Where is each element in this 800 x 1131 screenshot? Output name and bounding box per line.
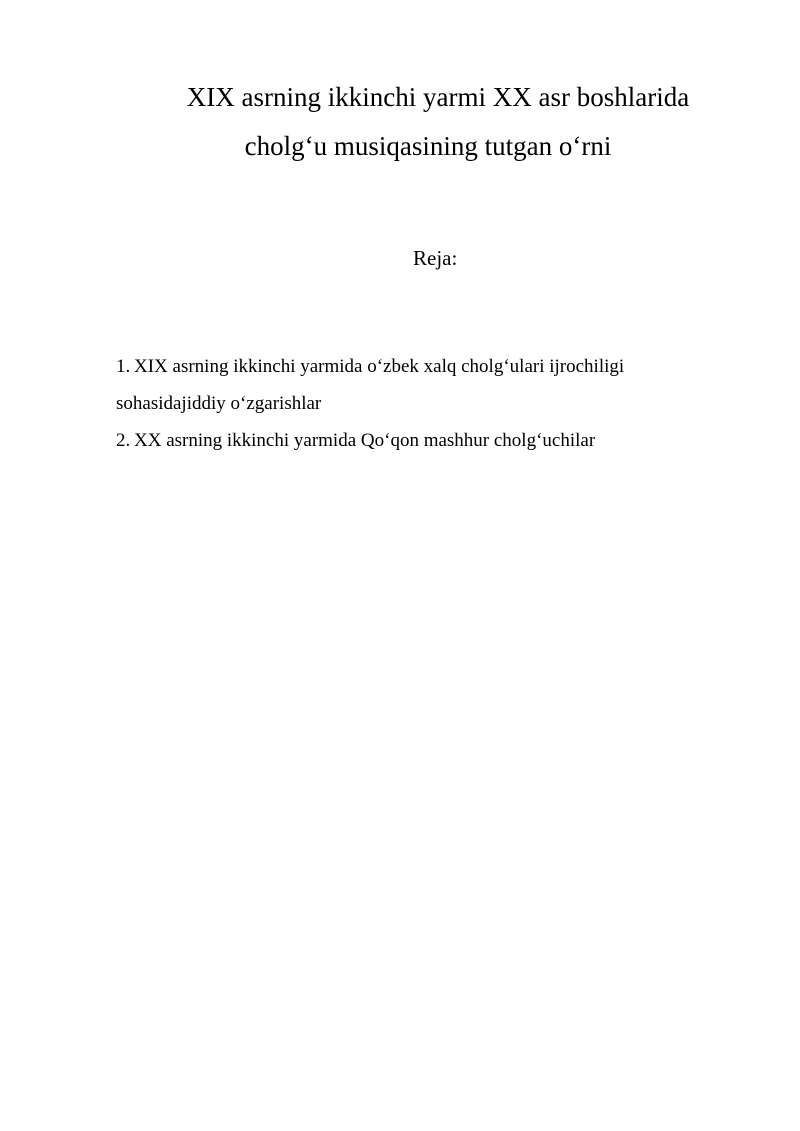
plan-item-1-continuation: [116, 385, 716, 422]
plan-list: [116, 348, 716, 459]
plan-item-text-continuation: sohasidajiddiy o‘zgarishlar: [116, 393, 322, 414]
plan-item-2: [116, 422, 716, 459]
document-title-line-1: XIX asrning ikkinchi yarmi XX asr boshlarida: [186, 82, 690, 112]
plan-heading: Reja:: [413, 246, 458, 270]
plan-item-number: 1.: [116, 356, 131, 377]
plan-item-text: XIX asrning ikkinchi yarmida o‘zbek xalq cholg‘ulari ijrochiligi: [134, 356, 625, 377]
plan-item-1: [116, 348, 716, 385]
plan-item-number: 2.: [116, 430, 131, 451]
plan-item-text: XX asrning ikkinchi yarmida Qo‘qon mashhur cholg‘uchilar: [134, 430, 596, 451]
document-title-line-2: cholg‘u musiqasining tutgan o‘rni: [244, 131, 612, 161]
